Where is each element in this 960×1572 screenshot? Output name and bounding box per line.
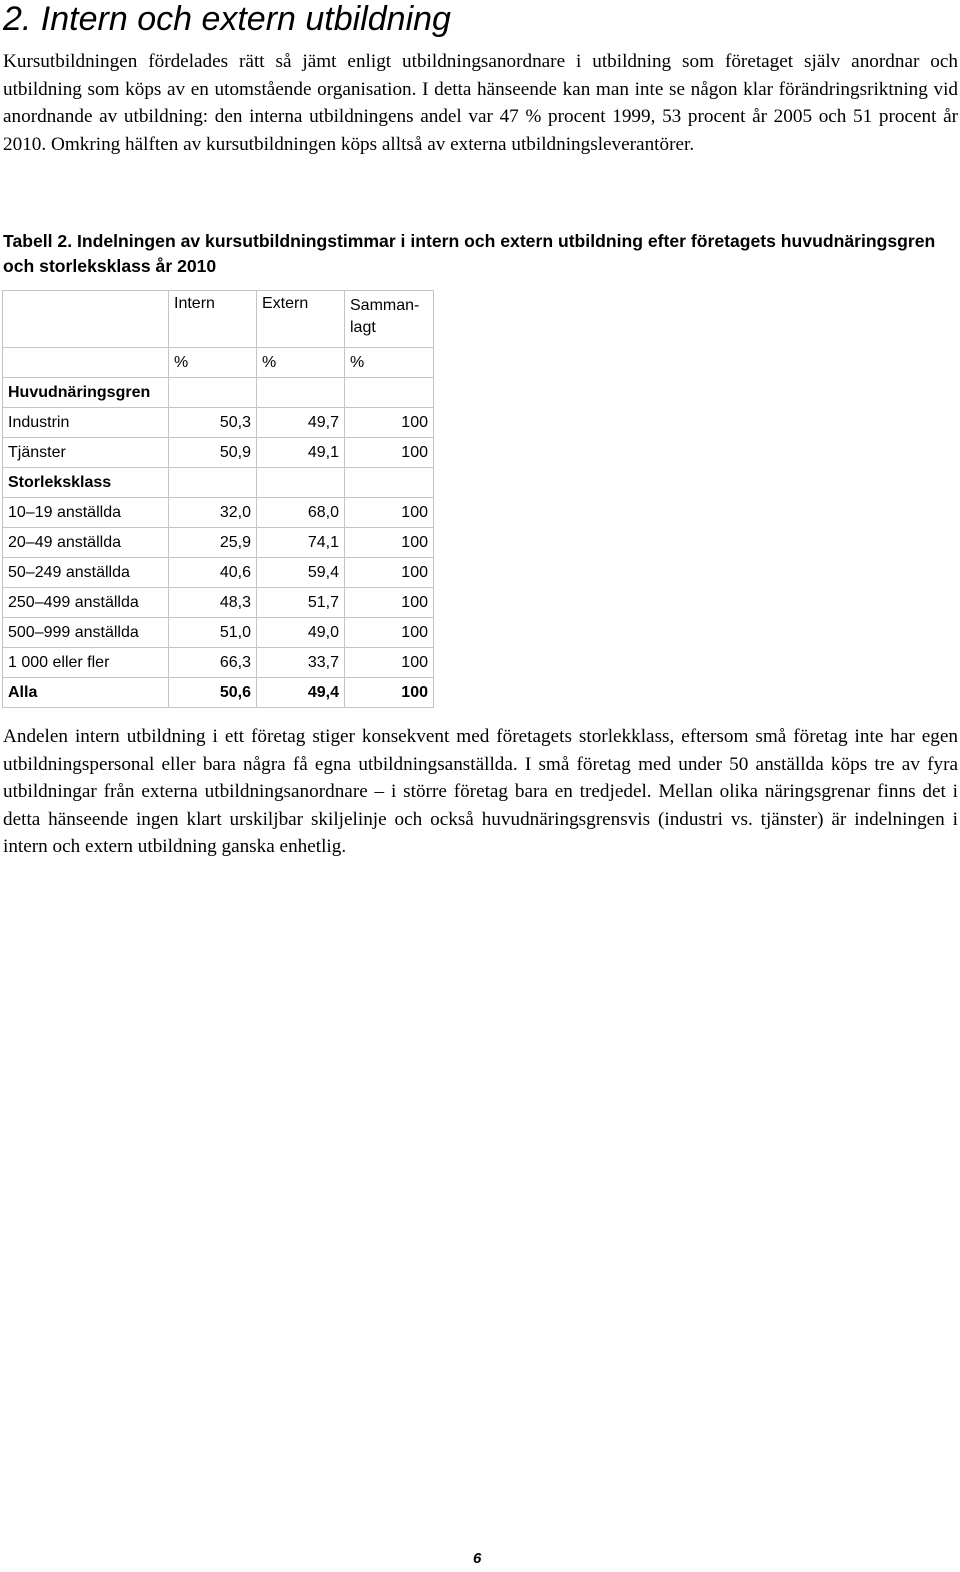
table-row: [3, 618, 434, 648]
cell-intern: 50,3: [169, 408, 257, 438]
table-caption: Tabell 2. Indelningen av kursutbildningstimmar i intern och extern utbildning efter företagets huvudnäringsgren och storleksklass år 2010: [3, 231, 936, 276]
table-row: [3, 408, 434, 438]
col-header-extern: Extern: [257, 291, 345, 348]
cell-total: 100: [345, 498, 434, 528]
section-heading: 2. Intern och extern utbildning: [3, 0, 451, 38]
table-row: [3, 558, 434, 588]
header-empty-cell: [3, 291, 169, 348]
data-table: [2, 290, 434, 708]
cell-extern: 68,0: [257, 498, 345, 528]
row-label: 1 000 eller fler: [3, 648, 169, 678]
unit-intern: %: [169, 348, 257, 378]
cell-intern: 66,3: [169, 648, 257, 678]
cell-extern: 33,7: [257, 648, 345, 678]
cell-total: 100: [345, 558, 434, 588]
page-number: 6: [473, 1550, 482, 1567]
cell-extern: 51,7: [257, 588, 345, 618]
cell-extern: 74,1: [257, 528, 345, 558]
cell-total: 100: [345, 588, 434, 618]
table-row: [3, 438, 434, 468]
cell-total: 100: [345, 618, 434, 648]
row-label: Tjänster: [3, 438, 169, 468]
cell-intern: 51,0: [169, 618, 257, 648]
table-row: [3, 528, 434, 558]
row-label: 10–19 anställda: [3, 498, 169, 528]
units-empty-cell: [3, 348, 169, 378]
cell-intern: 48,3: [169, 588, 257, 618]
row-label: 50–249 anställda: [3, 558, 169, 588]
cell-total: 100: [345, 678, 434, 708]
cell-total: 100: [345, 648, 434, 678]
cell-intern: 32,0: [169, 498, 257, 528]
row-label: Alla: [3, 678, 169, 708]
col-header-intern: Intern: [169, 291, 257, 348]
unit-total: %: [345, 348, 434, 378]
section-label: Huvudnäringsgren: [3, 378, 169, 408]
col-header-total: Sammanlagt: [345, 291, 434, 348]
table-row: [3, 648, 434, 678]
cell-extern: 49,0: [257, 618, 345, 648]
cell-total: 100: [345, 528, 434, 558]
row-label: 500–999 anställda: [3, 618, 169, 648]
cell-total: 100: [345, 438, 434, 468]
section-label: Storleksklass: [3, 468, 169, 498]
cell-intern: 50,9: [169, 438, 257, 468]
unit-extern: %: [257, 348, 345, 378]
table-row: [3, 588, 434, 618]
row-label: 250–499 anställda: [3, 588, 169, 618]
row-label: Industrin: [3, 408, 169, 438]
section-row-size: [3, 468, 434, 498]
table-units-row: [3, 348, 434, 378]
cell-total: 100: [345, 408, 434, 438]
section-row-main: [3, 378, 434, 408]
cell-intern: 25,9: [169, 528, 257, 558]
intro-paragraph: Kursutbildningen fördelades rätt så jämt enligt utbildningsanordnare i utbildning som företaget själv anordnar och utbildning som köps av en utomstående organisation. I detta hänseende kan man inte se någon klar förändringsriktning vid anordnande av utbildning: den interna utbildningens andel var 47 % procent 1999, 53 procent år 2005 och 51 procent år 2010. Omkring hälften av kursutbildningen köps alltså av externa utbildningsleverantörer.: [3, 51, 958, 155]
table-row: [3, 498, 434, 528]
row-label: 20–49 anställda: [3, 528, 169, 558]
analysis-paragraph: Andelen intern utbildning i ett företag stiger konsekvent med företagets storlekklass, eftersom små företag inte har egen utbildningspersonal eller bara några få egna utbildningsanställda. I små företag med under 50 anställda köps tre av fyra utbildningar från externa utbildningsanordnare – i större företag bara en tredjedel. Mellan olika näringsgrenar finns det i detta hänseende ingen klart urskiljbar skiljelinje och också huvudnäringsgrensvis (industri vs. tjänster) är indelningen i intern och extern utbildning ganska enhetlig.: [3, 726, 958, 857]
cell-intern: 40,6: [169, 558, 257, 588]
cell-extern: 49,7: [257, 408, 345, 438]
cell-extern: 59,4: [257, 558, 345, 588]
cell-intern: 50,6: [169, 678, 257, 708]
table-header-row: [3, 291, 434, 348]
table-total-row: [3, 678, 434, 708]
cell-extern: 49,4: [257, 678, 345, 708]
cell-extern: 49,1: [257, 438, 345, 468]
